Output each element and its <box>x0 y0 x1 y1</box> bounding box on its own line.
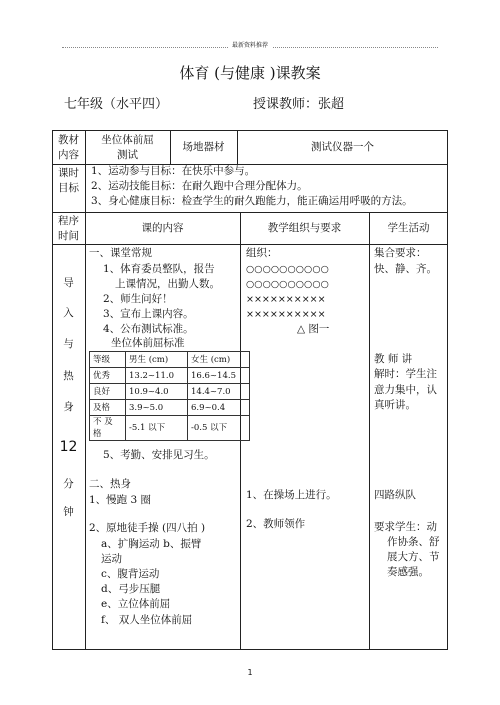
activity-text: 奏感强。 <box>387 566 429 578</box>
activity-text: 作协条、舒 <box>387 536 440 548</box>
material-value: 坐位体前屈 测试 <box>101 134 154 161</box>
equipment-value: 测试仪器一个 <box>311 141 374 153</box>
organization-step: 2、教师领作 <box>246 518 306 530</box>
col-divider <box>369 212 370 650</box>
table-row: 良好 10.9~4.0 14.4~7.0 <box>90 384 250 400</box>
organization-label: 组织： <box>246 247 278 259</box>
stage-unit: 钟 <box>63 506 74 518</box>
activity-text: 要求学生：动 <box>374 521 437 533</box>
content-line: 上课情况，出勤人数。 <box>115 278 220 290</box>
activity-text: 展大方、节 <box>387 551 440 563</box>
figure-caption: △ 图一 <box>297 323 330 335</box>
stage-minutes: 12 <box>59 439 78 455</box>
grade-level: 七年级（水平四） <box>64 97 169 112</box>
formation-row: ○○○○○○○○○○ <box>246 264 329 275</box>
teacher-name: 授课教师：张超 <box>253 97 345 112</box>
stage-unit: 分 <box>63 478 74 490</box>
content-line: a、扩胸运动 b、振臂 <box>101 538 202 550</box>
organization-step: 1、在操场上进行。 <box>246 489 337 501</box>
col-divider <box>85 130 86 650</box>
goals-label: 课时 目标 <box>58 167 79 194</box>
content-line: 2、原地徒手操 (四八拍 ) <box>89 522 206 534</box>
goal-item: 3、身心健康目标：检查学生的耐久跑能力，能正确运用呼吸的方法。 <box>91 195 413 207</box>
activity-text: 真听讲。 <box>374 399 416 411</box>
content-line: 5、考勤、安排见习生。 <box>103 449 215 461</box>
stage-char: 热 <box>63 370 74 382</box>
goal-item: 2、运动技能目标：在耐久跑中合理分配体力。 <box>91 180 308 192</box>
score-standard-table <box>89 351 250 441</box>
header-banner: 最新资料推荐 <box>0 40 500 49</box>
table-row: 不 及 格 -5.1 以下 -0.5 以下 <box>90 416 250 441</box>
content-line: 4、公布测试标准。 <box>103 323 194 335</box>
formation-row: ×××××××××× <box>246 309 326 320</box>
content-line: e、立位体前屈 <box>101 598 171 610</box>
row-divider <box>52 212 448 213</box>
activity-text: 解时：学生注 <box>374 368 437 380</box>
content-line: d、弓步压腿 <box>101 583 161 595</box>
row-divider <box>52 244 448 245</box>
activity-header: 学生活动 <box>387 222 430 234</box>
activity-text: 意力集中，认 <box>374 384 437 396</box>
warmup-heading: 二、热身 <box>89 478 131 490</box>
table-row: 优秀 13.2~11.0 16.6~14.5 <box>90 368 250 384</box>
standard-title: 坐位体前屈标准 <box>111 337 185 349</box>
formation-row: ×××××××××× <box>246 294 326 305</box>
content-line: f、 双人坐位体前屈 <box>101 614 193 626</box>
table-row: 等级 男生 (cm) 女生 (cm) <box>90 352 250 368</box>
activity-text: 四路纵队 <box>374 489 416 501</box>
goal-item: 1、运动参与目标：在快乐中参与。 <box>91 165 256 177</box>
venue-label: 场地器材 <box>182 141 225 153</box>
material-label: 教材 内容 <box>58 134 79 161</box>
organization-header: 教学组织与要求 <box>267 222 342 234</box>
activity-text: 快、静、齐。 <box>374 263 437 275</box>
stage-char: 入 <box>63 307 74 319</box>
document-title: 体育 (与健康 )课教案 <box>179 64 321 82</box>
content-line: 1、慢跑 3 圈 <box>89 494 152 506</box>
content-line: 2、师生问好！ <box>103 293 173 305</box>
activity-text: 教 师 讲 <box>374 353 413 365</box>
content-line: c、腹背运动 <box>101 568 160 580</box>
page-number: 1 <box>247 668 253 677</box>
stage-char: 导 <box>63 277 74 289</box>
formation-row: ○○○○○○○○○○ <box>246 279 329 290</box>
stage-char: 身 <box>63 401 74 413</box>
order-label: 程序 时间 <box>58 215 79 242</box>
routine-heading: 一、课堂常规 <box>89 247 152 259</box>
content-line: 运动 <box>101 553 122 565</box>
activity-text: 集合要求： <box>374 247 427 259</box>
content-line: 3、宣布上课内容。 <box>103 308 194 320</box>
content-header: 课的内容 <box>141 222 184 234</box>
table-row: 及格 3.9~5.0 6.9~0.4 <box>90 400 250 416</box>
stage-char: 与 <box>63 338 74 350</box>
content-line: 1、体育委员整队，报告 <box>103 263 215 275</box>
